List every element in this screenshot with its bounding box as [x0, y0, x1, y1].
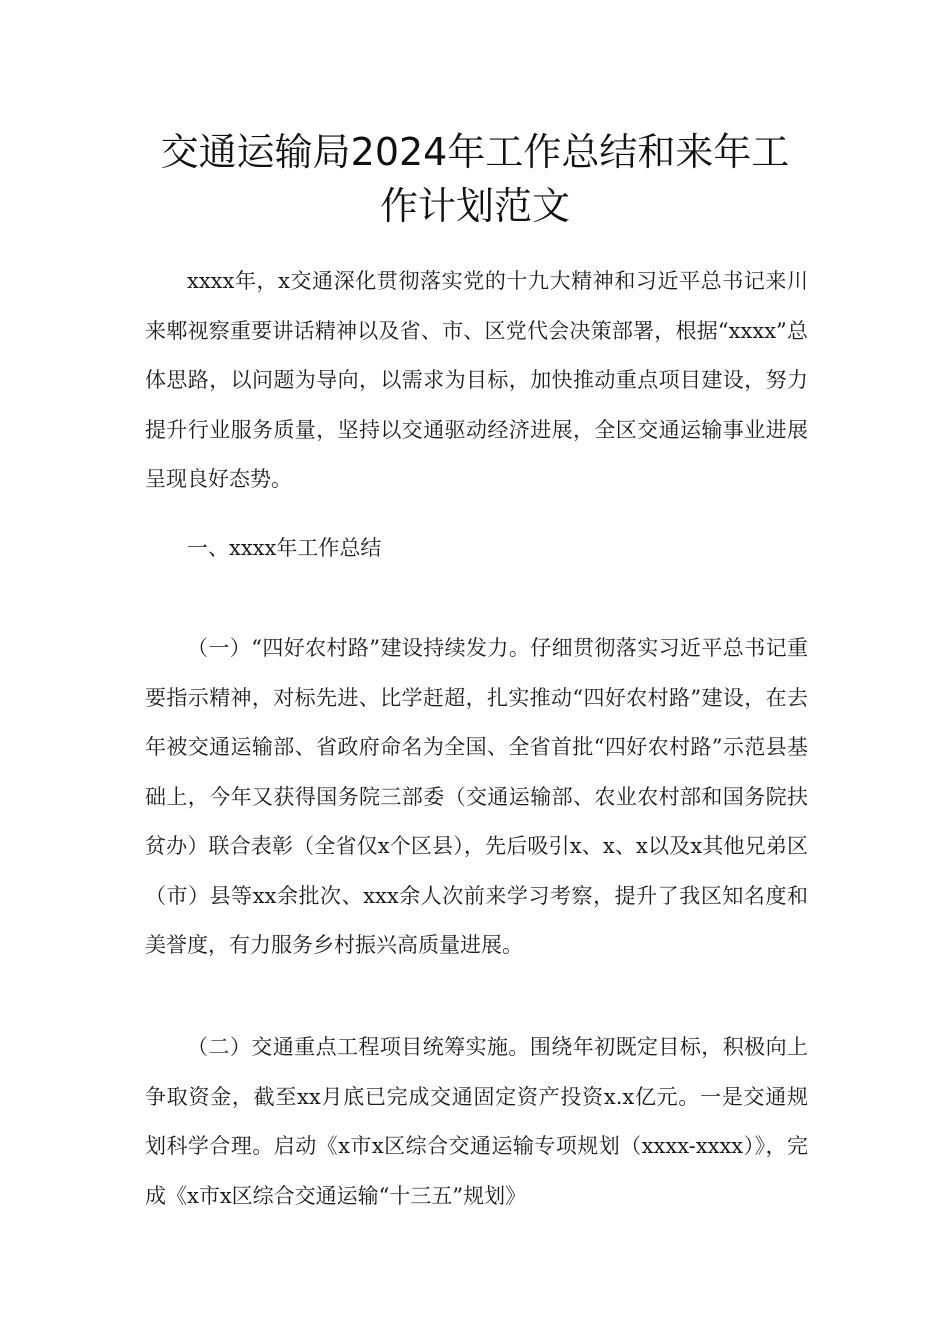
section-heading-work-summary: 一、xxxx年工作总结: [187, 536, 382, 560]
paragraph-rural-roads: （一）“四好农村路”建设持续发力。仔细贯彻落实习近平总书记重要指示精神，对标先进、比学赶超，扎实推动“四好农村路”建设，在去年被交通运输部、省政府命名为全国、全省首批“四好农村路”示范县基础上，今年又获得国务院三部委（交通运输部、农业农村部和国务院扶贫办）联合表彰（全省仅x个区县），先后吸引x、x、x以及x其他兄弟区（市）县等xx余批次、xxx余人次前来学习考察，提升了我区知名度和美誉度，有力服务乡村振兴高质量进展。: [145, 636, 808, 957]
intro-paragraph: xxxx年，x交通深化贯彻落实党的十九大精神和习近平总书记来川来郫视察重要讲话精神以及省、市、区党代会决策部署，根据“xxxx”总体思路，以问题为导向，以需求为目标，加快推动重点项目建设，努力提升行业服务质量，坚持以交通驱动经济进展，全区交通运输事业进展呈现良好态势。: [145, 269, 808, 491]
document-title-line-1: 交通运输局2024年工作总结和来年工: [160, 130, 790, 174]
paragraph-key-projects: （二）交通重点工程项目统筹实施。围绕年初既定目标，积极向上争取资金，截至xx月底已完成交通固定资产投资x.x亿元。一是交通规划科学合理。启动《x市x区综合交通运输专项规划（xxxx-xxxx）》，完成《x市x区综合交通运输“十三五”规划》: [145, 1035, 808, 1208]
document-title-line-2: 作计划范文: [379, 184, 570, 228]
